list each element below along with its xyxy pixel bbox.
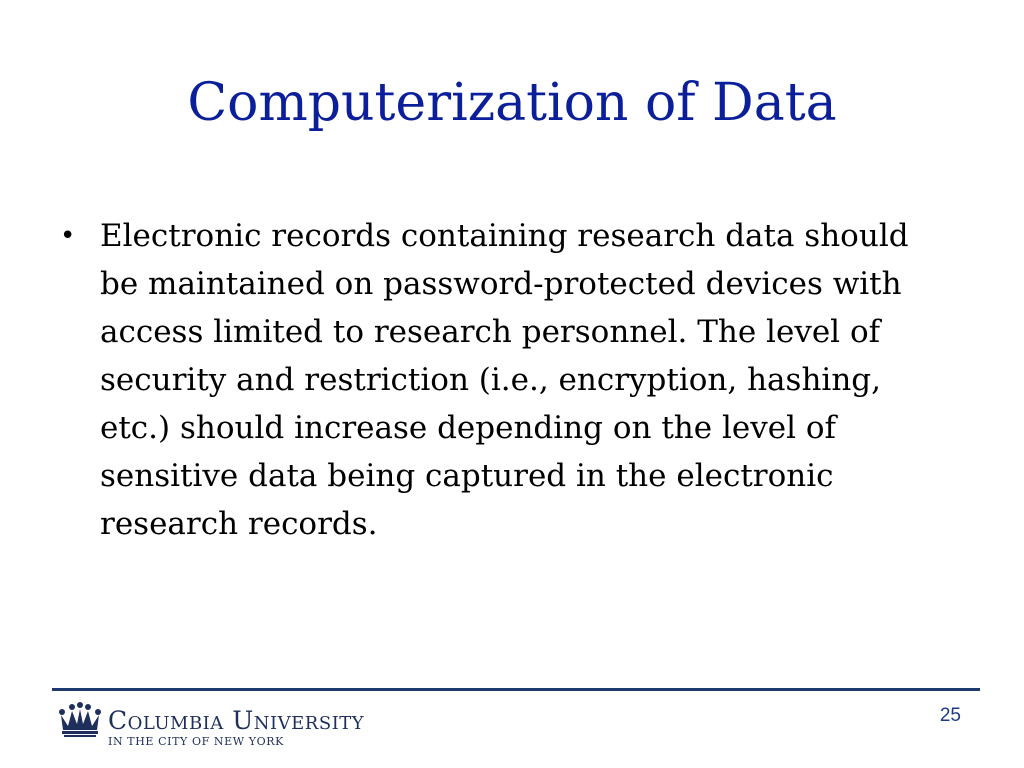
bullet-item bbox=[60, 212, 960, 548]
bullet-marker: • bbox=[60, 221, 76, 251]
columbia-logo bbox=[58, 700, 438, 752]
logo-subtitle: IN THE CITY OF NEW YORK bbox=[108, 735, 284, 748]
page-number: 25 bbox=[939, 705, 961, 726]
footer-divider bbox=[52, 688, 980, 691]
crown-icon bbox=[58, 702, 102, 738]
bullet-text: Electronic records containing research data should be maintained on password-protected devices with access limited to research personnel. The level of security and restriction (i.e., encryption, hashing, etc.) should increase depending on the level of sensitive data being captured in the electronic research records. bbox=[100, 218, 909, 542]
slide-title: Computerization of Data bbox=[187, 73, 837, 133]
logo-name: Columbia University bbox=[108, 706, 365, 735]
bullet-list bbox=[60, 212, 960, 548]
